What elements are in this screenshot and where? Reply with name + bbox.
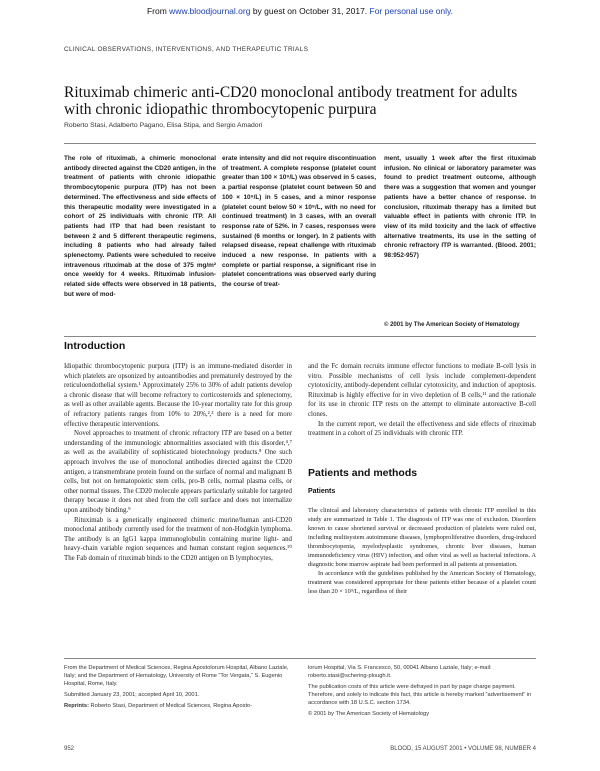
methods-paragraph-2: In accordance with the guidelines published by the American Society of Hematology, treatment was considered appropriate for these patients either because of a platelet count less than 20 × 10⁹/L, regardless of their	[308, 570, 536, 595]
intro-paragraph-2: Novel approaches to treatment of chronic refractory ITP are based on a better understanding of the immunologic abnormalities associated with this disorder,⁴,⁷ as well as the availability of sophisticated biotechnology products.⁸ One such approach involves the use of monoclonal antibodies directed against the CD20 antigen, a transmembrane protein found on the surface of normal and malignant B cells, but not on hematopoietic stem cells, pro-B cells, normal plasma cells, or other normal tissues. The CD20 molecule appears particularly suitable for targeted therapy because it does not shed from the cell surface and does not internalize upon antibody binding.⁹	[64, 430, 292, 514]
footnote-rule	[64, 658, 536, 659]
abstract-column-2: erate intensity and did not require discontinuation of treatment. A complete response (platelet count greater than 100 × 10⁹/L) was observed in 5 cases, a partial response (platelet count between 50 and 100 × 10⁹/L) in 5 cases, and a minor response (platelet count below 50 × 10⁹/L, with no need for continued treatment) in 3 cases, with an overall response rate of 52%. In 7 cases, responses were sustained (6 months or longer). In 2 patients with relapsed disease, repeat challenge with rituximab induced a new response. In patients with a complete or partial response, a significant rise in platelet concentrations was observed early during the course of treat-	[222, 155, 376, 289]
intro-paragraph-5: In the current report, we detail the effectiveness and side effects of rituximab treatment in a cohort of 25 individuals with chronic ITP.	[308, 420, 536, 438]
affiliation-note: From the Department of Medical Sciences, Regina Apostolorum Hospital, Albano Laziale, Italy; and the Department of Hematology, University of Rome “Tor Vergata,” S. Eugenio Hospital, Rome, Italy.	[64, 665, 289, 687]
page-number: 952	[64, 746, 75, 752]
abstract-column-3: ment, usually 1 week after the first rituximab infusion. No clinical or laboratory parameter was found to predict treatment outcome, although there was a suggestion that women and younger patients have a better chance of response. In conclusion, rituximab therapy has a limited but valuable effect in patients with chronic ITP. In view of its mild toxicity and the lack of effective alternative treatments, its use in the setting of chronic refractory ITP is warranted. (Blood. 2001; 98:952-957)	[384, 155, 536, 260]
intro-paragraph-3: Rituximab is a genetically engineered chimeric murine/human anti-CD20 monoclonal antibody currently used for the treatment of non-Hodgkin lymphoma. The antibody is an IgG1 kappa immunoglobulin containing murine light- and heavy-chain variable region sequences and human constant region sequences.¹⁰ The Fab domain of rituximab binds to the CD20 antigen on B lymphocytes,	[64, 516, 292, 562]
banner-prefix: From	[146, 6, 170, 16]
patients-subheading: Patients	[308, 488, 336, 495]
article-title: Rituximab chimeric anti-CD20 monoclonal antibody treatment for adults with chronic idiopathic thrombocytopenic purpura	[64, 84, 518, 118]
banner-middle: by guest on October 31, 2017.	[250, 6, 370, 16]
footnotes-right	[308, 664, 536, 721]
download-banner	[0, 6, 600, 16]
abstract-rule	[64, 336, 536, 337]
journal-site-link[interactable]: www.bloodjournal.org	[169, 6, 251, 16]
intro-right-column	[308, 362, 536, 439]
intro-paragraph-4: and the Fc domain recruits immune effector functions to mediate B-cell lysis in vitro. Possible mechanisms of cell lysis include complement-dependent cytotoxicity, antibody-dependent cellular cytotoxicity, and induction of apoptosis. Rituximab is highly effective for in vivo depletion of B cells,¹¹ and the rationale for its use in chronic ITP rests on the attempt to eliminate autoreactive B-cell clones.	[308, 363, 536, 418]
abstract-column-1: The role of rituximab, a chimeric monoclonal antibody directed against the CD20 antigen, in the treatment of patients with chronic idiopathic thrombocytopenic purpura (ITP) has not been determined. The effectiveness and side effects of this therapeutic modality were investigated in a cohort of 25 individuals with chronic ITP. All patients had ITP that had been resistant to between 2 and 5 different therapeutic regimens, including 8 patients who had already failed splenectomy. Patients were scheduled to receive intravenous rituximab at the dose of 375 mg/m² once weekly for 4 weeks. Rituximab infusion-related side effects were observed in 18 patients, but were of mod-	[64, 155, 216, 298]
reprints-note	[64, 702, 290, 710]
reprints-label: Reprints:	[64, 703, 89, 709]
methods-heading: Patients and methods	[308, 467, 418, 479]
methods-column	[308, 506, 536, 596]
author-list: Roberto Stasi, Adalberto Pagano, Elisa Stipa, and Sergio Amadori	[64, 122, 263, 129]
intro-paragraph-1: Idiopathic thrombocytopenic purpura (ITP) is an immune-mediated disorder in which platelets are opsonized by autoantibodies and prematurely destroyed by the reticuloendothelial system.¹ Approximately 25% to 30% of adult patients develop a chronic disease that will become refractory to corticosteroids and splenectomy, as well as other available agents. Because the 10-year mortality rate for this group of refractory patients ranges from 10% to 20%,²,³ there is a need for more effective therapeutic interventions.	[64, 363, 292, 428]
header-rule	[64, 143, 536, 144]
reprints-text: Roberto Stasi, Department of Medical Sciences, Regina Aposto-	[88, 703, 253, 709]
footnotes-left	[64, 664, 290, 713]
reprints-continued: lorum Hospital, Via S. Francesco, 50, 00041 Albano Laziale, Italy; e-mail: roberto.stasi@schering-plough.it.	[308, 665, 492, 679]
submission-dates: Submitted January 23, 2001; accepted April 10, 2001.	[64, 692, 200, 698]
abstract-copyright: © 2001 by The American Society of Hematology	[384, 322, 520, 328]
journal-citation: BLOOD, 15 AUGUST 2001 • VOLUME 98, NUMBER 4	[390, 746, 536, 752]
section-label: CLINICAL OBSERVATIONS, INTERVENTIONS, AND THERAPEUTIC TRIALS	[64, 46, 309, 53]
intro-left-column	[64, 362, 292, 563]
page-charges-note: The publication costs of this article were defrayed in part by page charge payment. Therefore, and solely to indicate this fact, this article is hereby marked “advertisement” in accordance with 18 U.S.C. section 1734.	[308, 684, 532, 706]
footnote-copyright: © 2001 by The American Society of Hematology	[308, 711, 430, 717]
personal-use-link[interactable]: For personal use only.	[369, 6, 454, 16]
methods-paragraph-1: The clinical and laboratory characteristics of patients with chronic ITP enrolled in this study are summarized in Table 1. The diagnosis of ITP was one of exclusion. Disorders known to cause shortened survival or decreased production of platelets were ruled out, including multisystem autoimmune diseases, lymphoproliferative disorders, drug-induced thrombocytopenia, myelodysplastic syndromes, chronic liver diseases, human immunodeficiency virus (HIV) infection, and other viral as well as bacterial infections. A diagnostic bone marrow aspirate had been performed in all patients at presentation.	[308, 507, 536, 568]
introduction-heading: Introduction	[64, 340, 126, 352]
